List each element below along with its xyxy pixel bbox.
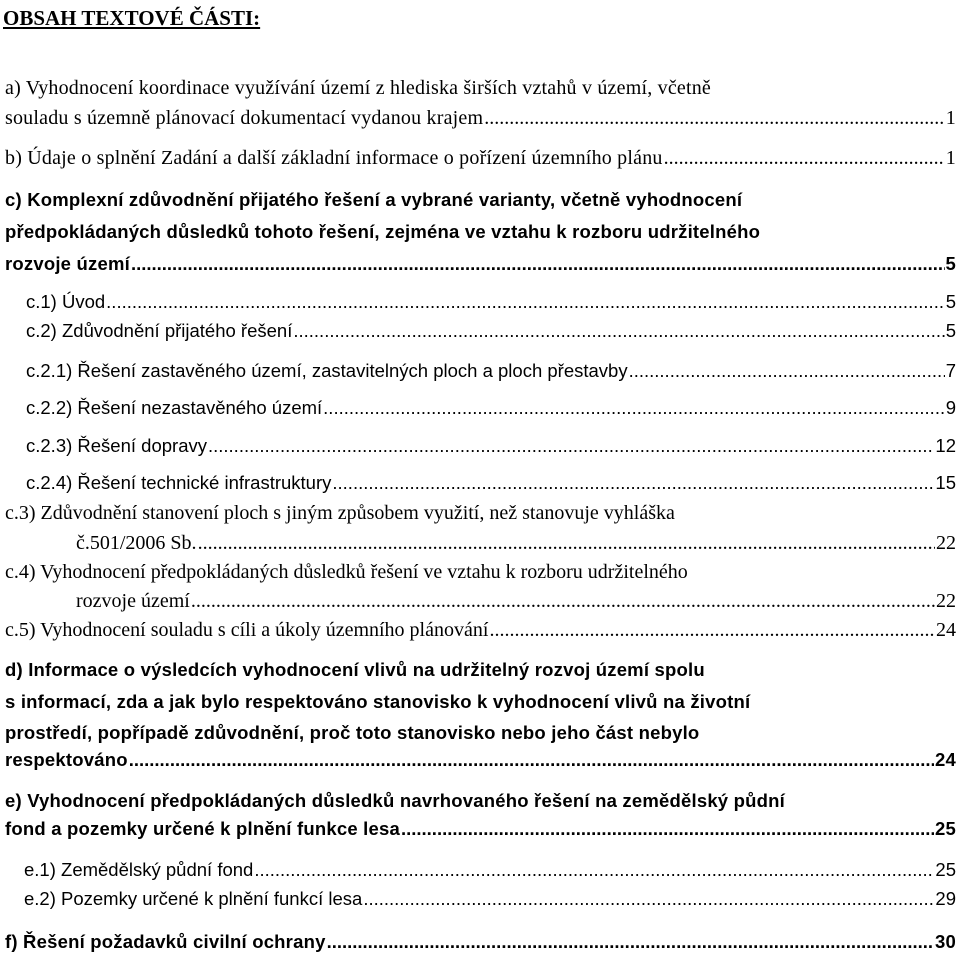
toc-entry-c5-page: 24 bbox=[936, 619, 956, 641]
toc-entry-a[interactable] bbox=[5, 104, 956, 132]
toc-entry-b[interactable] bbox=[5, 144, 956, 172]
dot-leader bbox=[489, 616, 935, 644]
toc-entry-c1-title: c.1) Úvod bbox=[26, 291, 106, 312]
toc-entry-b-page: 1 bbox=[945, 147, 956, 169]
toc-entry-e2[interactable] bbox=[24, 885, 956, 913]
toc-entry-c3-page: 22 bbox=[936, 532, 956, 554]
toc-entry-c[interactable] bbox=[5, 250, 956, 278]
toc-entry-f-title: f) Řešení požadavků civilní ochrany bbox=[5, 931, 326, 952]
toc-entry-c23-title: c.2.3) Řešení dopravy bbox=[26, 435, 207, 456]
toc-entry-d-line2: s informací, zda a jak bylo respektováno stanovisko k vyhodnocení vlivů na životní bbox=[5, 691, 751, 712]
toc-entry-c1[interactable] bbox=[26, 288, 956, 316]
toc-entry-c2-title: c.2) Zdůvodnění přijatého řešení bbox=[26, 320, 293, 341]
toc-entry-c1-page: 5 bbox=[945, 291, 956, 312]
toc-entry-c21[interactable] bbox=[26, 357, 956, 385]
toc-entry-c23[interactable] bbox=[26, 432, 956, 460]
toc-entry-c21-page: 7 bbox=[945, 360, 956, 381]
toc-entry-c22[interactable] bbox=[26, 394, 956, 422]
toc-entry-c24-title: c.2.4) Řešení technické infrastruktury bbox=[26, 472, 332, 493]
toc-entry-e1-title: e.1) Zemědělský půdní fond bbox=[24, 859, 254, 880]
toc-entry-e2-page: 29 bbox=[935, 888, 956, 909]
toc-entry-a-line2: souladu s územně plánovací dokumentací vydanou krajem bbox=[5, 107, 484, 129]
dot-leader bbox=[191, 587, 935, 615]
toc-entry-c4-page: 22 bbox=[936, 590, 956, 612]
toc-entry-e1-page: 25 bbox=[935, 859, 956, 880]
toc-entry-c3-line1: c.3) Zdůvodnění stanovení ploch s jiným způsobem využití, než stanovuje vyhláška bbox=[5, 502, 675, 524]
toc-entry-c3-line2: č.501/2006 Sb. bbox=[76, 532, 197, 554]
toc-entry-d[interactable] bbox=[5, 746, 956, 774]
toc-entry-c5[interactable] bbox=[5, 616, 956, 644]
toc-entry-c-line1: c) Komplexní zdůvodnění přijatého řešení a vybrané varianty, včetně vyhodnocení bbox=[5, 189, 743, 210]
dot-leader bbox=[131, 250, 945, 278]
dot-leader bbox=[629, 357, 945, 385]
dot-leader bbox=[129, 746, 934, 774]
dot-leader bbox=[484, 104, 945, 132]
toc-entry-a-line1: a) Vyhodnocení koordinace využívání území z hlediska širších vztahů v území, včetně bbox=[5, 77, 712, 99]
toc-entry-e2-title: e.2) Pozemky určené k plnění funkcí lesa bbox=[24, 888, 363, 909]
toc-entry-c5-title: c.5) Vyhodnocení souladu s cíli a úkoly územního plánování bbox=[5, 619, 489, 641]
toc-entry-c2[interactable] bbox=[26, 317, 956, 345]
toc-entry-c4-line1: c.4) Vyhodnocení předpokládaných důsledků řešení ve vztahu k rozboru udržitelného bbox=[5, 561, 688, 583]
dot-leader bbox=[323, 394, 945, 422]
dot-leader bbox=[327, 928, 934, 956]
toc-entry-f-page: 30 bbox=[935, 931, 956, 952]
toc-entry-d-line3: prostředí, popřípadě zdůvodnění, proč toto stanovisko nebo jeho část nebylo bbox=[5, 722, 700, 743]
toc-entry-c-line2: předpokládaných důsledků tohoto řešení, zejména ve vztahu k rozboru udržitelného bbox=[5, 221, 761, 242]
toc-entry-c23-page: 12 bbox=[935, 435, 956, 456]
toc-entry-e-line1: e) Vyhodnocení předpokládaných důsledků navrhovaného řešení na zemědělský půdní bbox=[5, 790, 785, 811]
toc-entry-c-page: 5 bbox=[945, 253, 956, 274]
toc-entry-c-line3: rozvoje území bbox=[5, 253, 130, 274]
toc-entry-c21-title: c.2.1) Řešení zastavěného území, zastavitelných ploch a ploch přestavby bbox=[26, 360, 628, 381]
toc-entry-e[interactable] bbox=[5, 815, 956, 843]
toc-entry-c2-page: 5 bbox=[945, 320, 956, 341]
dot-leader bbox=[401, 815, 934, 843]
dot-leader bbox=[254, 856, 934, 884]
toc-entry-e-page: 25 bbox=[935, 818, 956, 839]
toc-entry-c24-page: 15 bbox=[935, 472, 956, 493]
dot-leader bbox=[664, 144, 945, 172]
toc-entry-a-page: 1 bbox=[945, 107, 956, 129]
dot-leader bbox=[363, 885, 934, 913]
dot-leader bbox=[208, 432, 934, 460]
dot-leader bbox=[198, 529, 935, 557]
toc-entry-c4[interactable] bbox=[76, 587, 956, 615]
toc-entry-c22-title: c.2.2) Řešení nezastavěného území bbox=[26, 397, 323, 418]
toc-entry-d-page: 24 bbox=[935, 749, 956, 770]
toc-entry-c4-line2: rozvoje území bbox=[76, 590, 190, 612]
dot-leader bbox=[106, 288, 945, 316]
dot-leader bbox=[332, 469, 934, 497]
dot-leader bbox=[293, 317, 944, 345]
toc-entry-c24[interactable] bbox=[26, 469, 956, 497]
toc-entry-c3[interactable] bbox=[76, 529, 956, 557]
toc-heading: OBSAH TEXTOVÉ ČÁSTI: bbox=[3, 6, 261, 30]
toc-entry-d-line4: respektováno bbox=[5, 749, 128, 770]
toc-entry-e-line2: fond a pozemky určené k plnění funkce lesa bbox=[5, 818, 400, 839]
toc-entry-e1[interactable] bbox=[24, 856, 956, 884]
toc-entry-b-title: b) Údaje o splnění Zadání a další základní informace o pořízení územního plánu bbox=[5, 147, 663, 169]
toc-entry-f[interactable] bbox=[5, 928, 956, 956]
toc-entry-d-line1: d) Informace o výsledcích vyhodnocení vlivů na udržitelný rozvoj území spolu bbox=[5, 659, 705, 680]
toc-entry-c22-page: 9 bbox=[945, 397, 956, 418]
